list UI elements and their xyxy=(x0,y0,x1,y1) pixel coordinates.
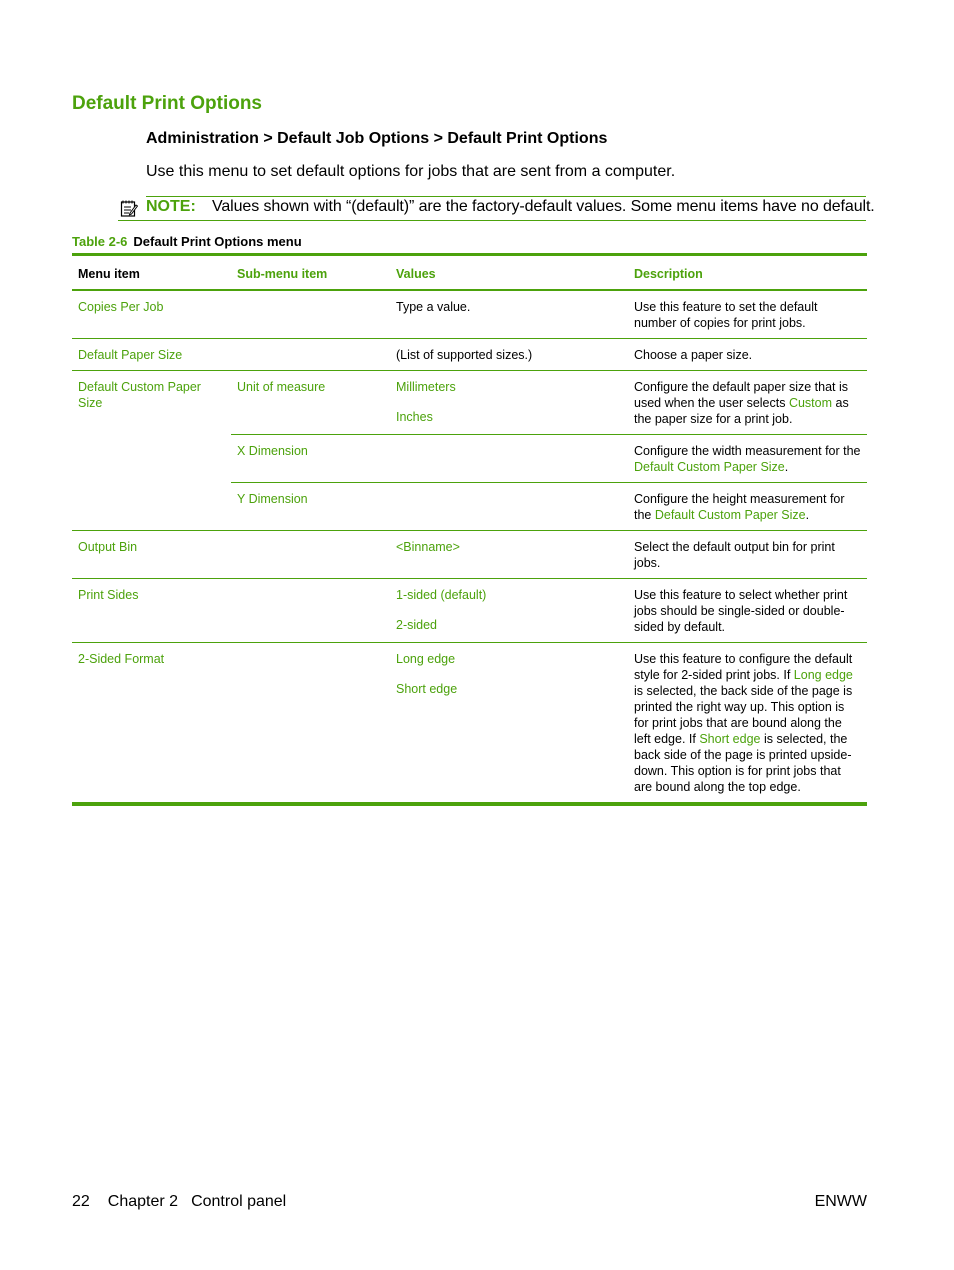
description-text: is selected, the back side of the page is printed upside-down. This option is for print jobs that are bound along the top edge. xyxy=(634,732,852,794)
sub-menu-item-link[interactable]: Y Dimension xyxy=(231,483,390,531)
value-option[interactable]: 2-sided xyxy=(396,618,437,632)
value-cell xyxy=(390,531,628,579)
table-header-row xyxy=(72,255,867,291)
description-cell: Use this feature to set the default number of copies for print jobs. xyxy=(628,290,867,339)
value-option[interactable]: 1-sided (default) xyxy=(396,588,487,602)
value-cell: Type a value. xyxy=(390,290,628,339)
description-link[interactable]: Short edge xyxy=(699,732,761,746)
value-option[interactable]: Inches xyxy=(396,410,433,424)
note-pad-icon xyxy=(120,199,138,217)
page-number: 22 xyxy=(72,1193,90,1210)
table-row xyxy=(72,579,867,643)
value-cell xyxy=(390,643,628,805)
menu-item-link[interactable]: Default Paper Size xyxy=(72,339,231,371)
value-option[interactable]: Millimeters xyxy=(396,380,456,394)
menu-item-link[interactable]: Output Bin xyxy=(72,531,231,579)
description-text: Configure the width measurement for the xyxy=(634,444,861,458)
value-cell: (List of supported sizes.) xyxy=(390,339,628,371)
sub-menu-cell xyxy=(231,579,390,643)
table-row xyxy=(72,371,867,435)
description-cell xyxy=(628,643,867,805)
chapter-number: Chapter 2 xyxy=(107,1193,179,1210)
sub-menu-item-link[interactable]: Unit of measure xyxy=(231,371,390,435)
description-text: is selected, the back side of the page is printed the right way up. This option is for print jobs that are bound along the left edge. If xyxy=(634,684,853,746)
description-text: Configure the height measurement for the xyxy=(634,492,845,522)
note-label: NOTE: xyxy=(146,198,196,215)
chapter-title: Control panel xyxy=(191,1193,287,1210)
page-footer-left xyxy=(72,1193,286,1211)
description-text: . xyxy=(805,508,810,522)
value-cell xyxy=(390,435,628,483)
header-sub-menu-item: Sub-menu item xyxy=(231,255,390,291)
description-link[interactable]: Custom xyxy=(788,396,833,410)
sub-menu-cell xyxy=(231,643,390,805)
value-option[interactable]: <Binname> xyxy=(396,540,460,554)
description-link[interactable]: Default Custom Paper Size xyxy=(654,508,806,522)
description-cell xyxy=(628,371,867,435)
table-row xyxy=(72,643,867,805)
description-text: Configure the default paper size that is used when the user selects xyxy=(634,380,849,410)
table-number: Table 2-6 xyxy=(72,234,128,249)
value-cell xyxy=(390,371,628,435)
options-table xyxy=(72,253,867,806)
table-caption xyxy=(72,234,302,249)
table-row xyxy=(72,531,867,579)
breadcrumb: Administration > Default Job Options > Default Print Options xyxy=(146,130,608,147)
section-title: Default Print Options xyxy=(72,93,262,114)
header-values: Values xyxy=(390,255,628,291)
intro-text: Use this menu to set default options for jobs that are sent from a computer. xyxy=(146,163,676,180)
menu-item-link[interactable]: Default Custom Paper Size xyxy=(78,380,201,410)
description-cell: Choose a paper size. xyxy=(628,339,867,371)
description-link[interactable]: Long edge xyxy=(793,668,853,682)
value-option[interactable]: Long edge xyxy=(396,652,456,666)
header-menu-item: Menu item xyxy=(72,255,231,291)
note-box xyxy=(118,196,875,221)
value-cell xyxy=(390,579,628,643)
value-cell xyxy=(390,483,628,531)
value-option[interactable]: Short edge xyxy=(396,682,458,696)
table-row xyxy=(72,290,867,339)
description-cell xyxy=(628,483,867,531)
menu-item-link[interactable]: Copies Per Job xyxy=(72,290,231,339)
menu-item-link[interactable]: 2-Sided Format xyxy=(78,652,165,666)
menu-item-link[interactable]: Print Sides xyxy=(72,579,231,643)
description-link[interactable]: Default Custom Paper Size xyxy=(634,460,785,474)
table-title: Default Print Options menu xyxy=(133,234,302,249)
description-text: Use this feature to configure the default style for 2-sided print jobs. If xyxy=(634,652,853,682)
sub-menu-cell xyxy=(231,531,390,579)
sub-menu-item-link[interactable]: X Dimension xyxy=(231,435,390,483)
sub-menu-cell xyxy=(231,290,390,339)
description-cell: Use this feature to select whether print jobs should be single-sided or double-sided by default. xyxy=(628,579,867,643)
description-text: as the paper size for a print job. xyxy=(634,396,849,426)
description-cell xyxy=(628,435,867,483)
table-row xyxy=(72,339,867,371)
note-text: Values shown with “(default)” are the factory-default values. Some menu items have no default. xyxy=(212,198,875,215)
sub-menu-cell xyxy=(231,339,390,371)
header-description: Description xyxy=(628,255,867,291)
page-footer-right: ENWW xyxy=(814,1193,867,1210)
description-cell: Select the default output bin for print jobs. xyxy=(628,531,867,579)
description-text: . xyxy=(784,460,789,474)
